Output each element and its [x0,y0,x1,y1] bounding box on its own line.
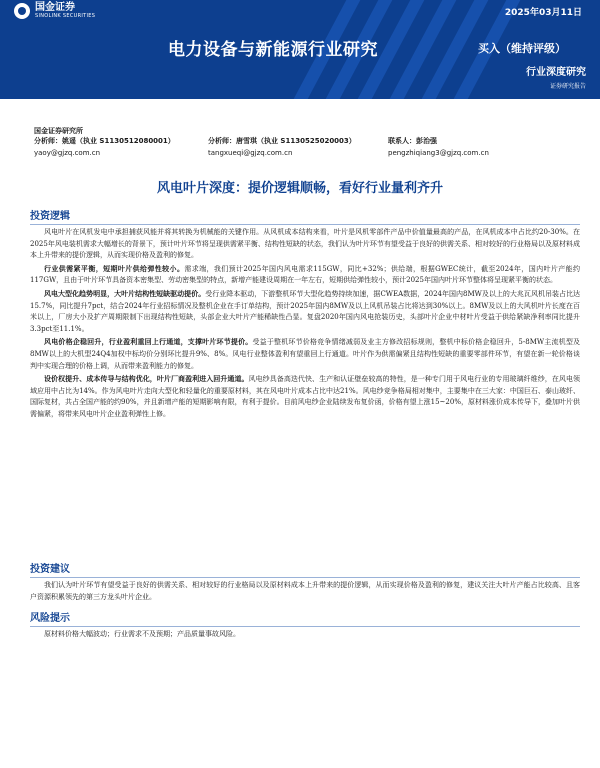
paragraph [30,337,580,372]
section-investment-advice [30,563,580,603]
analyst-1: 分析师：姚遥（执业 S1130512080001） [34,137,175,145]
decor-stripe [390,0,457,99]
paragraph-body: 需求端，我们预计2025年国内风电需求115GW，同比+32%；供给端，根据GWEC统计，截至2024年，国内叶片产能约117GW，且由于叶片环节具备资本密集型、劳动密集型的特点，新增产能建设周期在一年左右，短期供给弹性较小，预计2025年国内叶片环节整体将呈现紧平衡的状态。 [30,264,581,285]
analyst-2-email[interactable]: tangxueqi@gjzq.com.cn [208,149,293,157]
analyst-2: 分析师：唐雪琪（执业 S1130525020003） [208,137,356,145]
paragraph: 风电叶片在风机发电中承担捕获风能并将其转换为机械能的关键作用。从风机成本结构来看，叶片是风机零部件产品中价值量最高的产品，在风机成本中占比约20-30%。在2025年风电装机需求大幅增长的背景下，预计叶片环节将呈现供需紧平衡、结构性短缺的状态，我们认为叶片环节有望受益于良好的供需关系、相对较好的行业格局以及原材料成本上升带来的提价逻辑，从而实现价格及盈利的修复。 [30,228,580,260]
paragraph-lead: 风电价格企稳回升，行业盈利重回上行通道，支撑叶片环节提价。 [44,338,253,347]
report-title: 电力设备与新能源行业研究 [168,40,378,60]
section-heading: 风险提示 [30,612,580,627]
section-heading: 投资逻辑 [30,210,580,225]
section-investment-logic [30,210,580,421]
paragraph: 原材料价格大幅波动；行业需求不及预期；产品质量事故风险。 [44,630,240,638]
paragraph-lead: 设价权提升、成本传导与结构优化，叶片厂商盈利进入回升通道。 [44,375,249,384]
logo-icon [14,3,30,19]
paragraph-body: 受行业降本驱动，下游整机环节大型化趋势持续加速，据CWEA数据，2024年国内8MW及以上的大兆瓦风机吊装占比达15.7%，同比提升7pct，结合2024年行业招标情况及整机企业在手订单结构，预计2025年国内8MW及以上风机吊装占比将达到30%以上。8MW及以上的大风机叶片长度在百米以上，厂房大小及扩产周期限制下出现结构性短缺，头部企业大叶片产能稀缺性凸显。复盘2020年国内风电抢装历史，头部叶片企业中材叶片受益于供给紧缺净利率同比提升3.3pct至11.1%。 [30,289,580,333]
paragraph [30,374,580,420]
contact-email[interactable]: pengzhiqiang3@gjzq.com.cn [388,149,489,157]
paragraph-lead: 行业供需紧平衡，短期叶片供给弹性较小。 [44,264,185,273]
logo-name-en: SINOLINK SECURITIES [35,13,96,19]
section-heading: 投资建议 [30,563,580,578]
logo-name-cn: 国金证券 [35,2,75,13]
company-logo [14,2,95,19]
report-subtype: 证券研究报告 [549,83,586,90]
paragraph-lead: 风电大型化趋势明显，大叶片结构性短缺驱动提价。 [44,289,206,298]
rating-badge: 买入（维持评级） [478,42,566,55]
header-banner [0,0,600,99]
section-risk-warning [30,612,580,641]
paragraph: 我们认为叶片环节有望受益于良好的供需关系、相对较好的行业格局以及原材料成本上升带来的提价逻辑，从而实现价格及盈利的修复，建议关注大叶片产能占比较高、且客户资源积累领先的第三方龙头叶片企业。 [30,581,580,601]
report-headline: 风电叶片深度：提价逻辑顺畅，看好行业量利齐升 [156,181,443,196]
institute-name: 国金证券研究所 [34,127,83,135]
paragraph [30,264,580,287]
contact-person: 联系人：彭治强 [388,137,437,145]
paragraph-body: 受益于整机环节价格竞争情绪减弱及业主方修改招标规则，整机中标价格企稳回升，5-8MW主流机型及8MW以上的大机型24Q4加权中标均价分别环比提升9%、8%。风电行业整体盈利有望重回上行通道。叶片作为供需偏紧且结构性短缺的重要零部件环节，有望在新一轮价格谈判中实现合理的价格上调，从而带来盈利能力的修复。 [30,338,581,370]
analyst-1-email[interactable]: yaoy@gjzq.com.cn [34,149,101,157]
report-date: 2025年03月11日 [504,8,582,18]
report-type: 行业深度研究 [526,67,586,78]
paragraph [30,289,580,335]
paragraph-body: 风电纱具备高迭代快、生产和认证壁垒较高的特性，是一种专门用于风电行业的专用玻璃纤维纱，在风电领域应用中占比为14%。作为风电叶片走向大型化和轻量化的重要原材料，其在风电叶片成本占比中达21%。风电纱竞争格局相对集中，主要集中在三大家：中国巨石、泰山玻纤、国际复材，共占全国产能的约90%，并且新增产能的短期影响有限，有利于提价。目前风电纱企业陆续发布复价函，价格有望上涨15~20%，原材料涨价成本传导下，叠加叶片供需偏紧，将带来风电叶片企业盈利弹性上修。 [30,375,580,418]
